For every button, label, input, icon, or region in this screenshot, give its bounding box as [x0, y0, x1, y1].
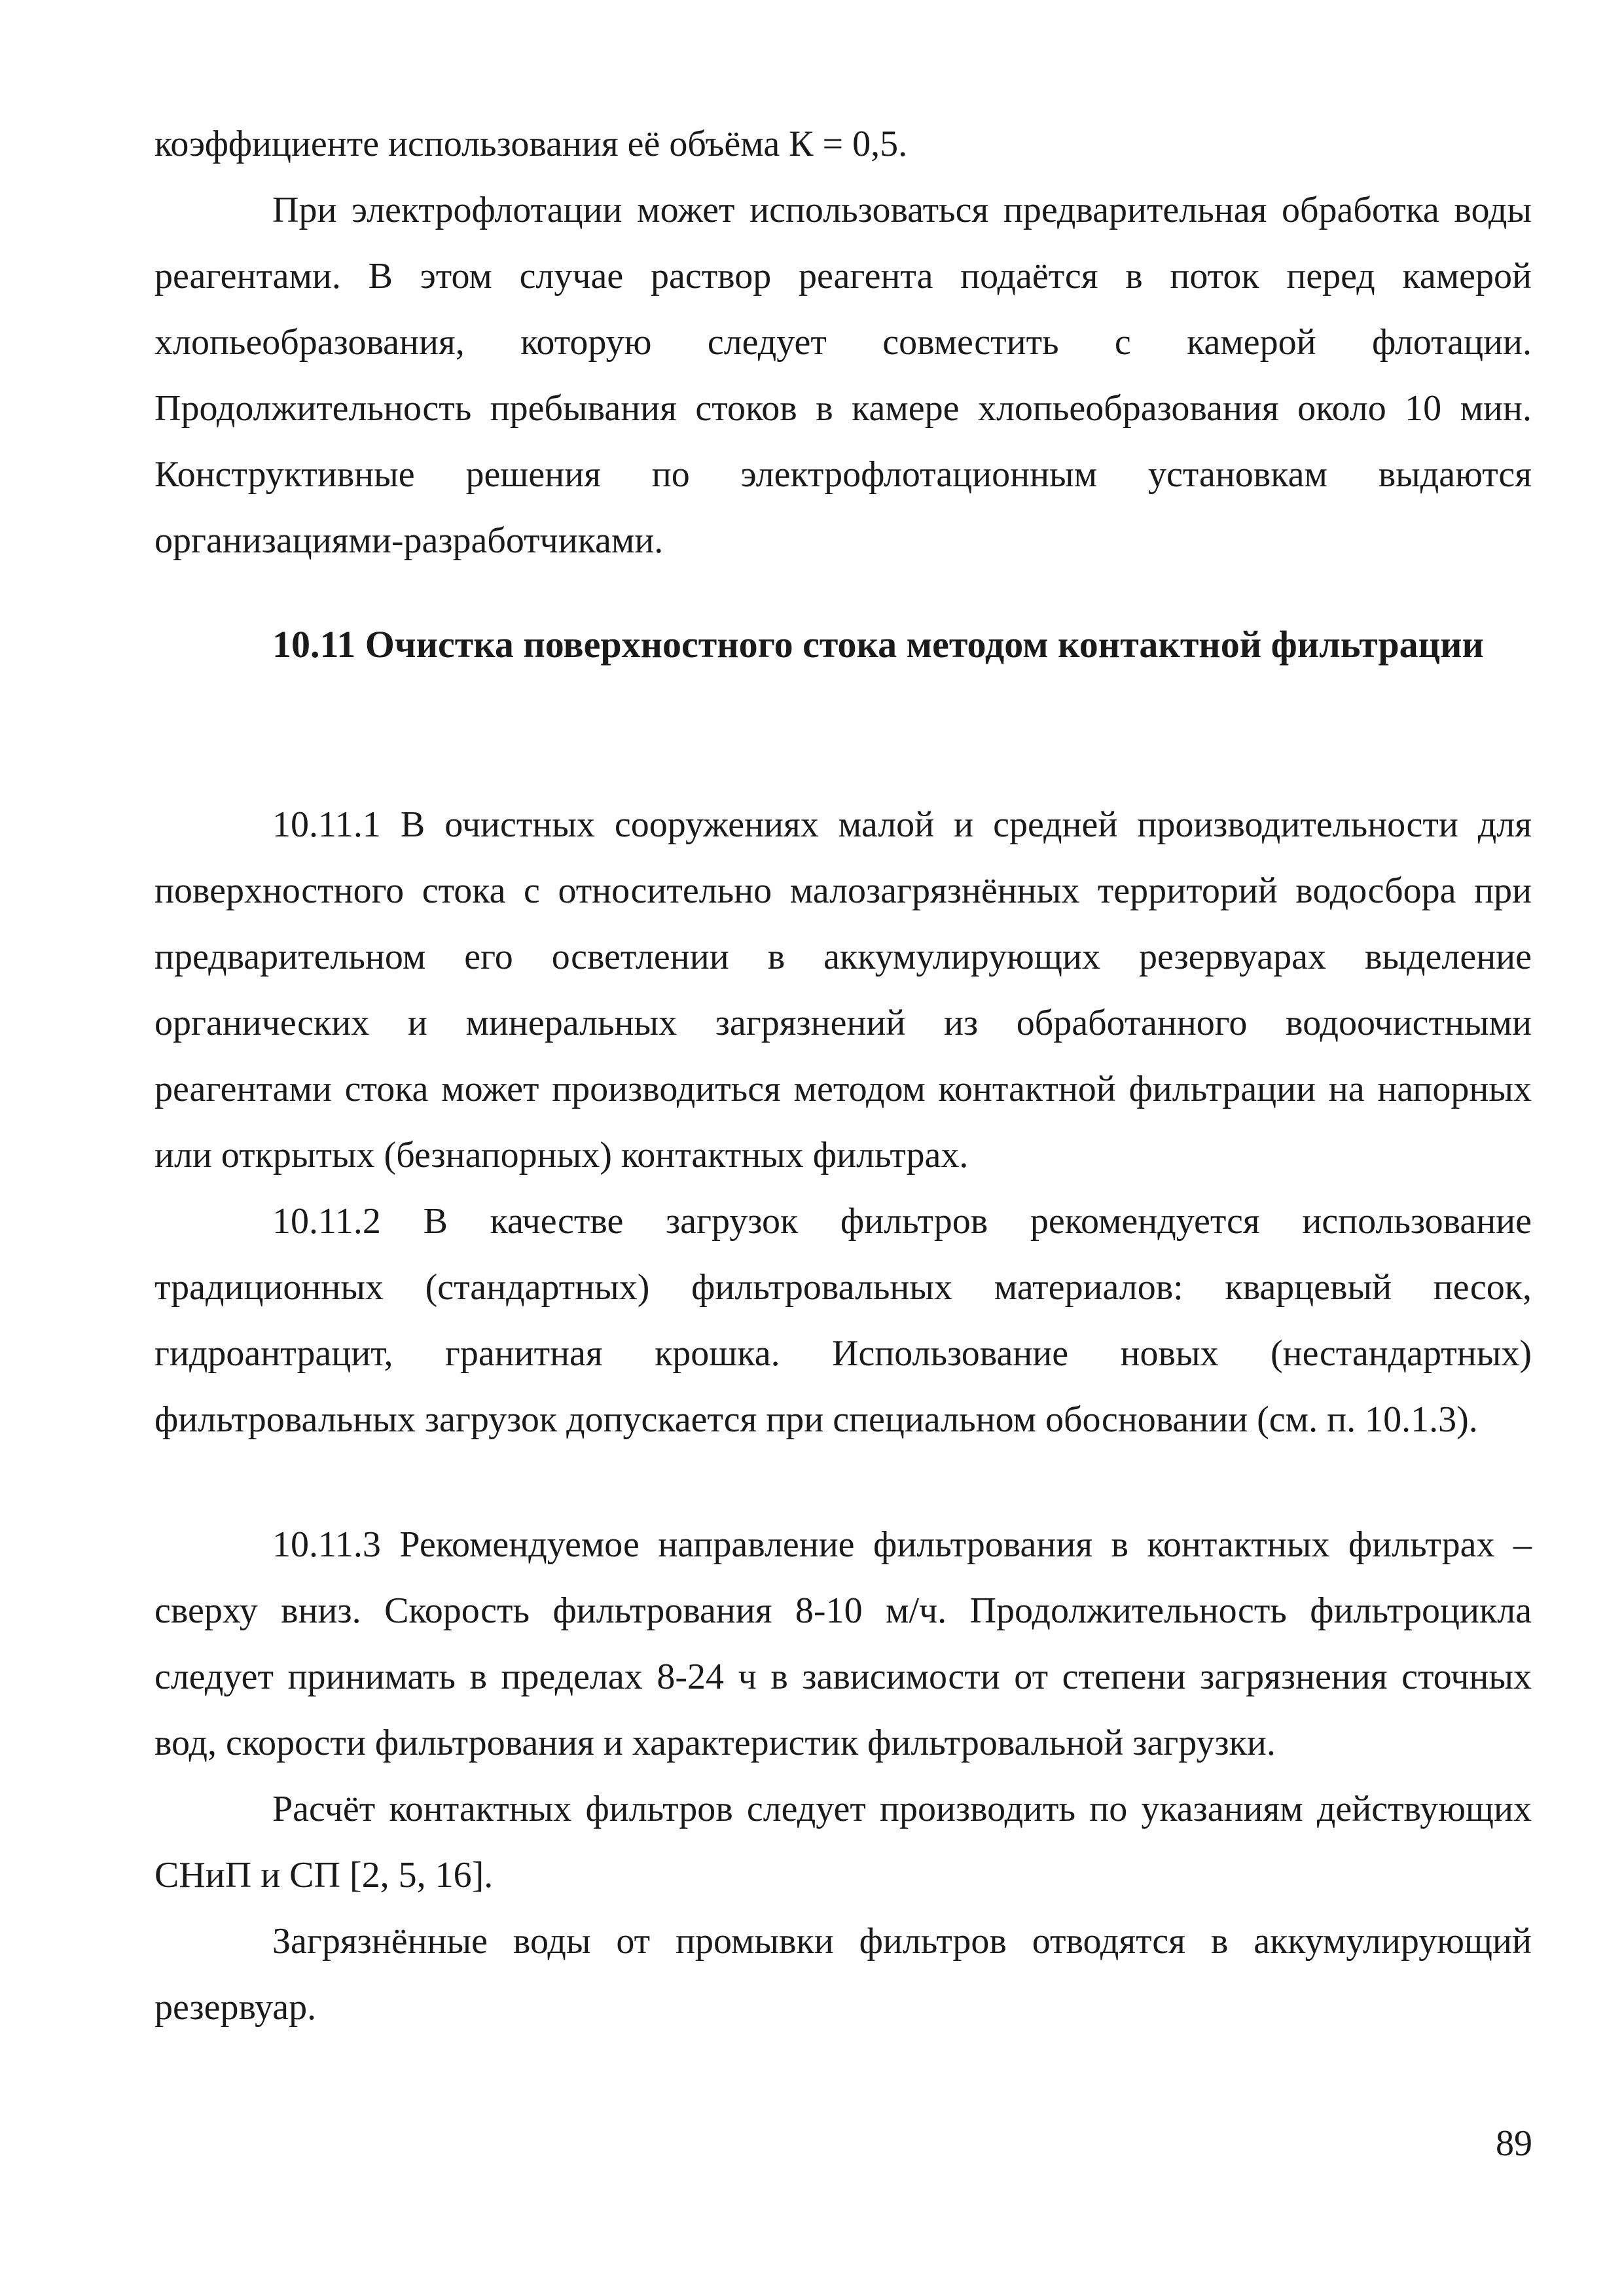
section-heading: 10.11 Очистка поверхностного стока методом контактной фильтрации — [272, 623, 1484, 666]
clause-10-11-1: 10.11.1 В очистных сооружениях малой и средней производительности для поверхностного стока с относительно малозагрязнённых территорий водосбора при предварительном его осветлении в аккумулирующих резервуарах выделение органических и минеральных загрязнений из обработанного водоочистными реагентами стока может производиться методом контактной фильтрации на напорных или открытых (безнапорных) контактных фильтрах. — [154, 804, 1532, 1175]
continuation-paragraph: коэффициенте использования её объёма К = 0,5. — [154, 124, 908, 164]
electroflotation-paragraph: При электрофлотации может использоваться предварительная обработка воды реагентами. В этом случае раствор реагента подаётся в поток перед камерой хлопьеобразования, которую следует совместить с камерой флотации. Продолжительность пребывания стоков в камере хлопьеобразования около 10 мин. Конструктивные решения по электрофлотационным установкам выдаются организациями-разработчиками. — [154, 190, 1532, 561]
page-number: 89 — [1496, 2123, 1532, 2164]
clause-10-11-3: 10.11.3 Рекомендуемое направление фильтрования в контактных фильтрах – сверху вниз. Скорость фильтрования 8-10 м/ч. Продолжительность фильтроцикла следует принимать в пределах 8-24 ч в зависимости от степени загрязнения сточных вод, скорости фильтрования и характеристик фильтровальной загрузки. — [154, 1524, 1532, 1763]
body-text-clauses-1-2 — [154, 792, 1532, 1453]
calculation-paragraph: Расчёт контактных фильтров следует производить по указаниям действующих СНиП и СП [2, 5, 16]. — [154, 1789, 1532, 1895]
body-text-clause-3 — [154, 1512, 1532, 2041]
body-text-top — [154, 111, 1532, 574]
wash-water-paragraph: Загрязнённые воды от промывки фильтров отводятся в аккумулирующий резервуар. — [154, 1921, 1532, 2028]
clause-10-11-2: 10.11.2 В качестве загрузок фильтров рекомендуется использование традиционных (стандартных) фильтровальных материалов: кварцевый песок, гидроантрацит, гранитная крошка. Использование новых (нестандартных) фильтровальных загрузок допускается при специальном обосновании (см. п. 10.1.3). — [154, 1201, 1532, 1440]
